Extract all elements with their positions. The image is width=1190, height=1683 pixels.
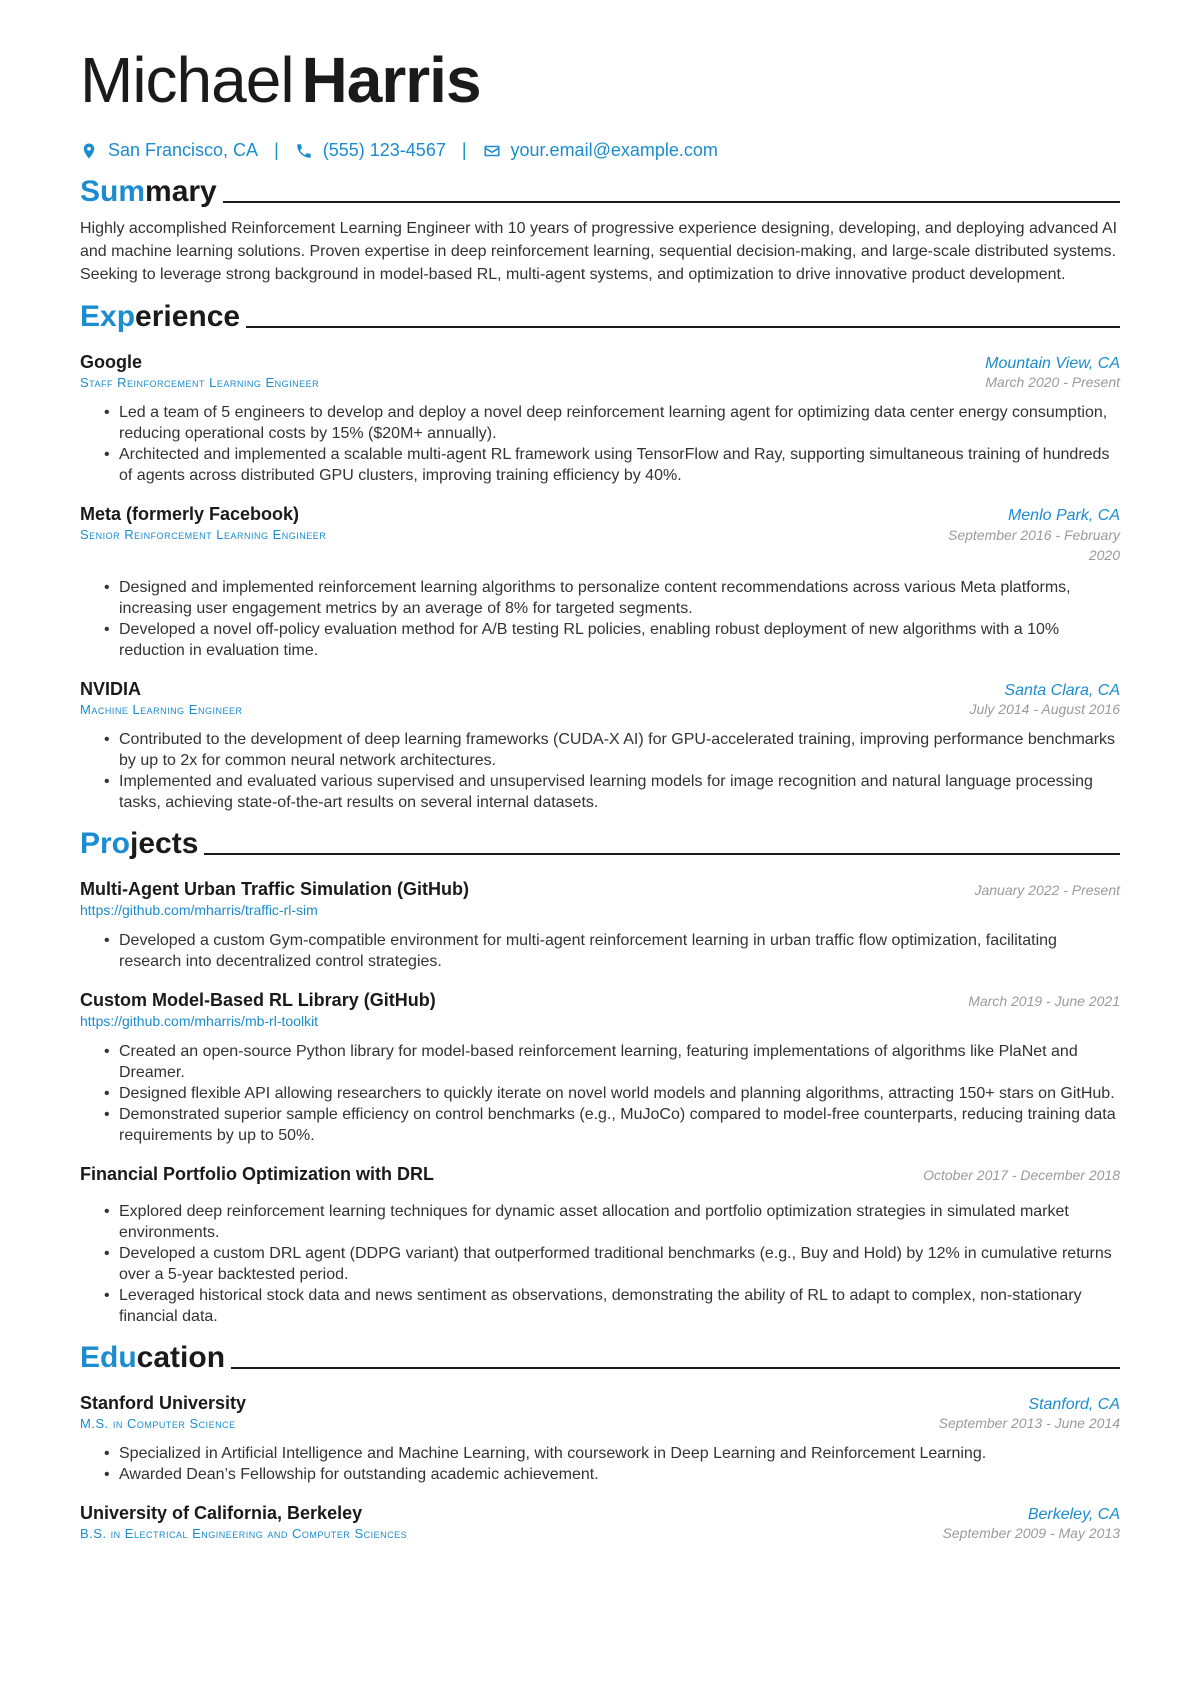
contact-email[interactable] bbox=[483, 140, 718, 161]
degree-title: M.S. in Computer Science bbox=[80, 1416, 236, 1431]
phone-text: (555) 123-4567 bbox=[322, 140, 446, 160]
project-bullets bbox=[80, 1201, 1120, 1327]
education-bullets bbox=[80, 1443, 1120, 1485]
bullet-item: • Architected and implemented a scalable multi-agent RL framework using TensorFlow and Ray, supporting simultaneous training of hundreds of agents across distributed GPU clusters, improving training efficiency by 40%. bbox=[104, 444, 1120, 486]
project-date: March 2019 - June 2021 bbox=[968, 993, 1120, 1009]
first-name: Michael bbox=[80, 44, 294, 116]
contact-separator: | bbox=[461, 140, 467, 160]
job-date: March 2020 - Present bbox=[985, 374, 1120, 390]
project-date: October 2017 - December 2018 bbox=[923, 1167, 1120, 1183]
job-bullets bbox=[80, 402, 1120, 486]
bullet-item: • Awarded Dean’s Fellowship for outstanding academic achievement. bbox=[104, 1464, 1120, 1485]
candidate-name bbox=[80, 44, 1120, 116]
degree-title: B.S. in Electrical Engineering and Computer Sciences bbox=[80, 1526, 408, 1541]
map-pin-icon bbox=[80, 142, 98, 160]
project-date: January 2022 - Present bbox=[974, 882, 1120, 898]
school-name: University of California, Berkeley bbox=[80, 1503, 363, 1523]
education-heading: Education bbox=[80, 1341, 1120, 1375]
education-entry-stanford bbox=[80, 1393, 1120, 1485]
last-name: Harris bbox=[301, 44, 481, 116]
school-date: September 2013 - June 2014 bbox=[938, 1415, 1120, 1431]
company-name: Google bbox=[80, 352, 142, 372]
experience-entry-nvidia bbox=[80, 679, 1120, 813]
bullet-item: • Explored deep reinforcement learning techniques for dynamic asset allocation and portfolio optimization strategies in simulated market environments. bbox=[104, 1201, 1120, 1243]
job-title: Senior Reinforcement Learning Engineer bbox=[80, 527, 327, 542]
bullet-item: • Designed and implemented reinforcement learning algorithms to personalize content recommendations across various Meta platforms, increasing user engagement metrics by an average of 8% for targeted segments. bbox=[104, 577, 1120, 619]
email-link: your.email@example.com bbox=[510, 140, 718, 160]
section-rule bbox=[204, 853, 1120, 855]
project-entry-portfolio bbox=[80, 1164, 1120, 1327]
bullet-item: • Developed a custom Gym-compatible environment for multi-agent reinforcement learning in urban traffic flow optimization, facilitating research into decentralized control strategies. bbox=[104, 930, 1120, 972]
job-location: Mountain View, CA bbox=[985, 355, 1120, 372]
contact-location bbox=[80, 140, 258, 161]
job-bullets bbox=[80, 729, 1120, 813]
company-name: Meta (formerly Facebook) bbox=[80, 504, 300, 524]
project-link[interactable]: https://github.com/mharris/mb-rl-toolkit bbox=[80, 1013, 319, 1029]
bullet-item: • Developed a novel off-policy evaluation method for A/B testing RL policies, enabling robust deployment of new algorithms with a 10% reduction in evaluation time. bbox=[104, 619, 1120, 661]
job-date: July 2014 - August 2016 bbox=[969, 701, 1120, 717]
project-entry-mbrl bbox=[80, 990, 1120, 1146]
company-name: NVIDIA bbox=[80, 679, 142, 699]
section-rule bbox=[231, 1367, 1120, 1369]
project-name: Financial Portfolio Optimization with DRL bbox=[80, 1164, 434, 1184]
section-rule bbox=[246, 326, 1120, 328]
project-link[interactable]: https://github.com/mharris/traffic-rl-sim bbox=[80, 902, 318, 918]
bullet-item: • Created an open-source Python library for model-based reinforcement learning, featuring implementations of algorithms like PlaNet and Dreamer. bbox=[104, 1041, 1120, 1083]
school-location: Berkeley, CA bbox=[1027, 1506, 1120, 1523]
projects-heading: Projects bbox=[80, 827, 1120, 861]
school-name: Stanford University bbox=[80, 1393, 247, 1413]
education-entry-berkeley bbox=[80, 1503, 1120, 1541]
section-rule bbox=[223, 201, 1120, 203]
bullet-item: • Implemented and evaluated various supervised and unsupervised learning models for image recognition and natural language processing tasks, achieving state-of-the-art results on several internal datasets. bbox=[104, 771, 1120, 813]
bullet-item: • Leveraged historical stock data and news sentiment as observations, demonstrating the ability of RL to adapt to complex, non-stationary financial data. bbox=[104, 1285, 1120, 1327]
location-text: San Francisco, CA bbox=[108, 140, 259, 160]
bullet-item: • Led a team of 5 engineers to develop and deploy a novel deep reinforcement learning agent for optimizing data center energy consumption, reducing operational costs by 15% ($20M+ annually). bbox=[104, 402, 1120, 444]
job-date: September 2016 - February 2020 bbox=[948, 527, 1120, 563]
experience-entry-meta bbox=[80, 504, 1120, 661]
envelope-icon bbox=[483, 142, 501, 160]
summary-text: Highly accomplished Reinforcement Learning Engineer with 10 years of progressive experience designing, developing, and deploying advanced AI and machine learning solutions. Proven expertise in deep reinforcement learning, sequential decision-making, and large-scale distributed systems. Seeking to leverage strong background in model-based RL, multi-agent systems, and optimization to drive innovative product development. bbox=[80, 220, 1118, 283]
experience-heading: Experience bbox=[80, 300, 1120, 334]
job-title: Machine Learning Engineer bbox=[80, 702, 243, 717]
project-bullets bbox=[80, 1041, 1120, 1146]
contact-bar bbox=[80, 140, 1120, 161]
job-title: Staff Reinforcement Learning Engineer bbox=[80, 375, 320, 390]
contact-separator: | bbox=[274, 140, 279, 160]
bullet-item: • Developed a custom DRL agent (DDPG variant) that outperformed traditional benchmarks (e.g., Buy and Hold) by 12% in cumulative returns over a 5-year backtested period. bbox=[104, 1243, 1120, 1285]
bullet-item: • Designed flexible API allowing researchers to quickly iterate on novel world models and planning algorithms, attracting 150+ stars on GitHub. bbox=[104, 1083, 1120, 1104]
job-location: Menlo Park, CA bbox=[1007, 507, 1120, 524]
experience-entry-google bbox=[80, 352, 1120, 486]
project-entry-traffic bbox=[80, 879, 1120, 972]
job-bullets bbox=[80, 577, 1120, 661]
phone-icon bbox=[295, 142, 313, 160]
project-bullets bbox=[80, 930, 1120, 972]
project-name: Custom Model-Based RL Library (GitHub) bbox=[80, 990, 436, 1010]
job-location: Santa Clara, CA bbox=[1004, 682, 1120, 699]
school-location: Stanford, CA bbox=[1028, 1396, 1120, 1413]
summary-heading: Summary bbox=[80, 175, 1120, 209]
project-name: Multi-Agent Urban Traffic Simulation (GitHub) bbox=[80, 879, 469, 899]
bullet-item: • Contributed to the development of deep learning frameworks (CUDA-X AI) for GPU-accelerated training, improving performance benchmarks by up to 2x for common neural network architectures. bbox=[104, 729, 1120, 771]
bullet-item: • Specialized in Artificial Intelligence and Machine Learning, with coursework in Deep Learning and Reinforcement Learning. bbox=[104, 1443, 1120, 1464]
bullet-item: • Demonstrated superior sample efficiency on control benchmarks (e.g., MuJoCo) compared to model-free counterparts, reducing training data requirements by up to 50%. bbox=[104, 1104, 1120, 1146]
contact-phone[interactable] bbox=[295, 140, 446, 161]
school-date: September 2009 - May 2013 bbox=[942, 1525, 1120, 1541]
